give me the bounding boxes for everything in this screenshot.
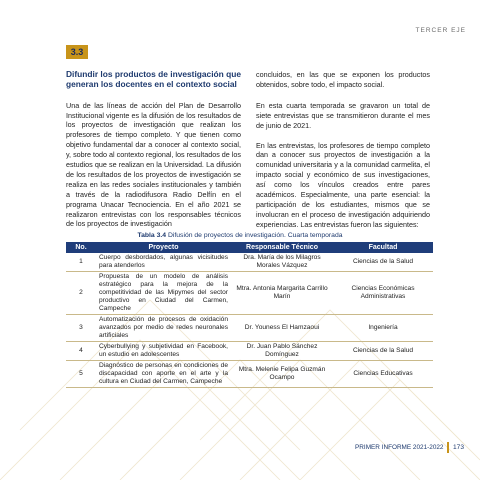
row-responsible: Mtra. Antonia Margarita Carrillo Marín: [231, 272, 333, 315]
section-header-tag: TERCER EJE: [415, 27, 466, 34]
projects-table: [66, 242, 433, 388]
right-paragraph-3: En las entrevistas, los profesores de tiempo completo dan a conocer sus proyectos de investigación a la comunidad universitaria y a la comunidad carmelita, el impacto social y económico de sus investigaciones, así como los vínculos creados entre pares académicos. Especialmente, una parte esencial: la participación de los estudiantes, mismos que se involucran en el proceso de investigación adquiriendo experiencias. Las entrevistas fueron las siguientes:: [256, 140, 430, 229]
section-number-badge: 3.3: [66, 45, 88, 59]
table-row: [66, 253, 433, 272]
page-number: 173: [452, 444, 464, 451]
row-number: 5: [66, 361, 96, 388]
table-caption-label: Tabla 3.4: [137, 232, 167, 239]
row-faculty: Ciencias Educativas: [333, 361, 433, 388]
right-paragraph-2: En esta cuarta temporada se gravaron un total de siete entrevistas que se transmitieron durante el mes de junio de 2021.: [256, 100, 430, 130]
header-no: No.: [66, 242, 96, 253]
row-responsible: Dr. Juan Pablo Sánchez Domínguez: [231, 342, 333, 361]
row-responsible: Mtra. Melenie Felipa Guzmán Ocampo: [231, 361, 333, 388]
table-row: [66, 315, 433, 342]
page-footer: [355, 442, 464, 453]
table-row: [66, 361, 433, 388]
row-faculty: Ingeniería: [333, 315, 433, 342]
header-proyecto: Proyecto: [96, 242, 231, 253]
row-number: 3: [66, 315, 96, 342]
left-paragraph: Una de las líneas de acción del Plan de Desarrollo Institucional vigente es la difusión de los resultados de los proyectos de investigación que realizan los profesores de tiempo completo. Y que tienen como objetivo fundamental dar a conocer al contexto social, y, sobre todo al contexto regional, los resultados de los estudios que se realizan en la Universidad. La difusión de los resultados de los proyectos de investigación se realiza en las redes sociales institucionales y también a través de la radiodifusora Radio Delfín en el programa Unacar Tecnociencia. En el año 2021 se realizaron entrevistas con los responsables técnicos de los proyectos de investigación: [66, 100, 241, 229]
row-project: Cyberbullying y subjetividad en Facebook, un estudio en adolescentes: [96, 342, 231, 361]
row-responsible: Dr. Youness El Hamzaoui: [231, 315, 333, 342]
row-project: Cuerpo desbordados, algunas vicisitudes para atenderlos: [96, 253, 231, 272]
header-facultad: Facultad: [333, 242, 433, 253]
header-responsable: Responsable Técnico: [231, 242, 333, 253]
table-row: [66, 272, 433, 315]
row-project: Propuesta de un modelo de análisis estratégico para la mejora de la competitividad de las Mipymes del sector productivo en Ciudad del Carmen, Campeche: [96, 272, 231, 315]
row-number: 4: [66, 342, 96, 361]
right-column: [256, 70, 430, 240]
row-number: 1: [66, 253, 96, 272]
table-caption: [0, 232, 480, 239]
table-header-row: [66, 242, 433, 253]
right-paragraph-1: concluidos, en las que se exponen los productos obtenidos, sobre todo, el impacto social.: [256, 70, 430, 89]
row-faculty: Ciencias de la Salud: [333, 253, 433, 272]
table-row: [66, 342, 433, 361]
table-caption-text: Difusión de proyectos de investigación. Cuarta temporada: [167, 232, 343, 239]
row-faculty: Ciencias Económicas Administrativas: [333, 272, 433, 315]
footer-divider: [447, 442, 449, 453]
footer-report-title: PRIMER INFORME 2021-2022: [355, 444, 444, 451]
row-responsible: Dra. María de los Milagros Morales Vázquez: [231, 253, 333, 272]
row-project: Diagnóstico de personas en condiciones de discapacidad con aporte en el arte y la cultura en Ciudad del Carmen, Campeche: [96, 361, 231, 388]
row-faculty: Ciencias de la Salud: [333, 342, 433, 361]
row-project: Automatización de procesos de oxidación avanzados por medio de redes neuronales artificiales: [96, 315, 231, 342]
section-title: Difundir los productos de investigación que generan los docentes en el contexto social: [66, 69, 241, 90]
row-number: 2: [66, 272, 96, 315]
left-column: [66, 69, 241, 239]
